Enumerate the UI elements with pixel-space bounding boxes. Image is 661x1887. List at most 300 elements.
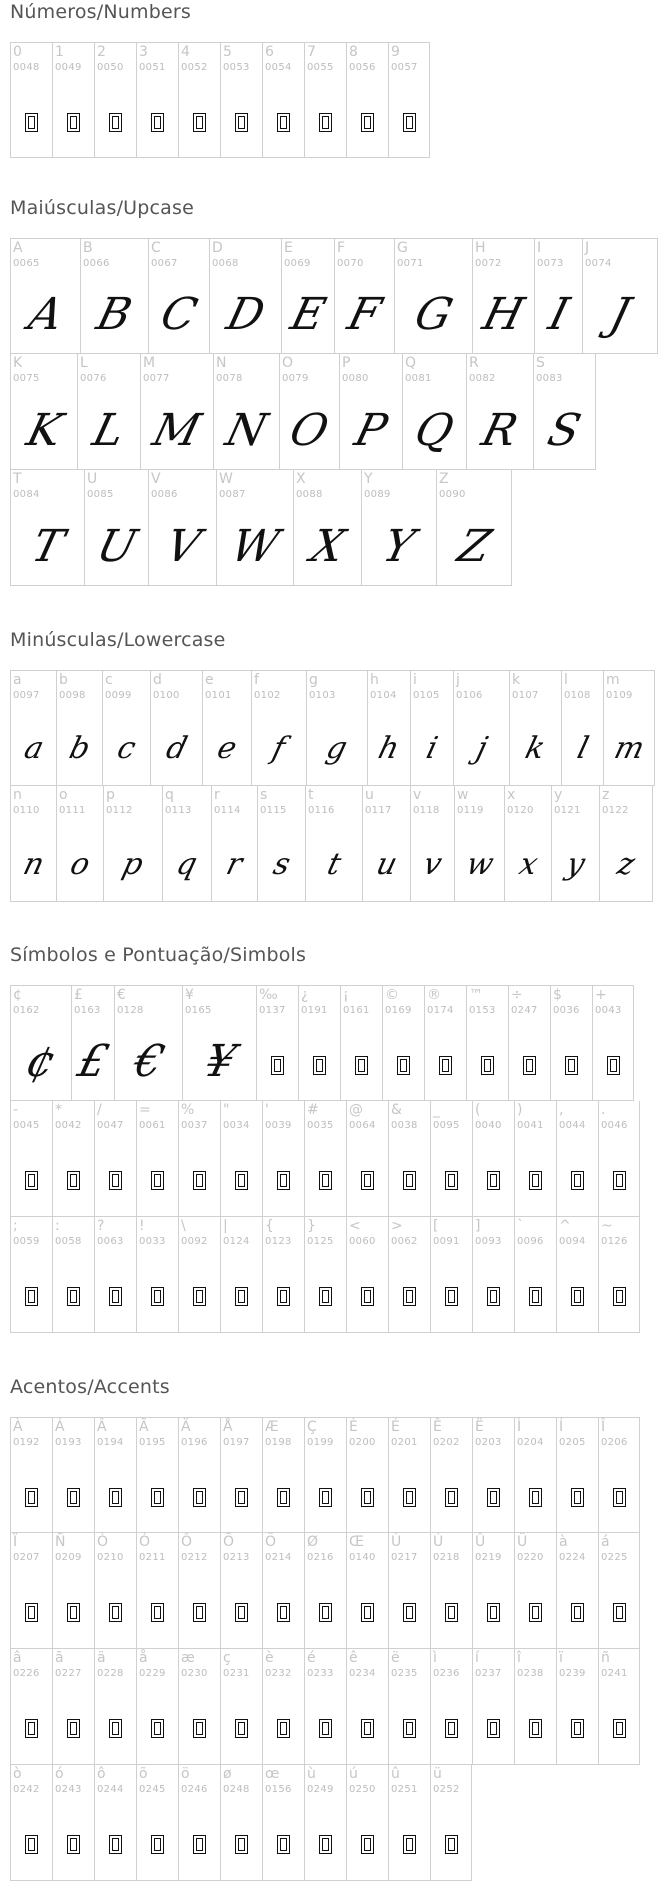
glyph-cell — [514, 1649, 556, 1765]
character-code: 0220 — [517, 1552, 544, 1563]
glyph-preview — [95, 1577, 136, 1648]
character-label: _ — [433, 1102, 440, 1118]
character-code: 0083 — [536, 373, 563, 384]
script-glyph: m — [610, 731, 648, 766]
glyph-cell — [220, 1533, 262, 1649]
character-label: è — [265, 1650, 274, 1666]
script-glyph: J — [604, 289, 636, 340]
glyph-cell — [136, 1101, 178, 1217]
glyph-preview — [258, 830, 305, 901]
character-label: * — [55, 1102, 62, 1118]
character-label: F — [337, 240, 346, 256]
glyph-cell — [304, 1765, 346, 1881]
script-glyph: Z — [452, 520, 496, 572]
script-glyph: a — [20, 731, 47, 766]
character-code: 0121 — [554, 805, 581, 816]
glyph-preview — [95, 1462, 136, 1532]
character-label: N — [216, 355, 227, 371]
character-code: 0225 — [601, 1552, 628, 1563]
glyph-preview — [137, 1809, 178, 1880]
missing-glyph-icon — [613, 1171, 626, 1190]
glyph-cell — [262, 42, 304, 158]
character-code: 0065 — [13, 258, 40, 269]
character-code: 0192 — [13, 1437, 40, 1448]
missing-glyph-icon — [235, 1719, 248, 1738]
character-code: 0231 — [223, 1668, 250, 1679]
missing-glyph-icon — [529, 1719, 542, 1738]
character-label: C — [151, 240, 161, 256]
missing-glyph-icon — [235, 1287, 248, 1306]
character-code: 0214 — [265, 1552, 292, 1563]
glyph-row — [10, 470, 658, 586]
character-code: 0174 — [427, 1005, 454, 1016]
character-code: 0218 — [433, 1552, 460, 1563]
character-label: 3 — [139, 44, 148, 60]
glyph-preview — [306, 830, 362, 901]
character-label: t — [308, 787, 314, 803]
character-code: 0206 — [601, 1437, 628, 1448]
character-label: Æ — [265, 1419, 279, 1435]
glyph-row — [10, 985, 640, 1101]
script-glyph: Y — [378, 520, 420, 572]
glyph-cell — [466, 354, 533, 470]
script-glyph: € — [128, 1036, 169, 1087]
glyph-preview — [137, 1145, 178, 1216]
script-glyph: P — [349, 404, 393, 456]
missing-glyph-icon — [571, 1603, 584, 1622]
glyph-preview — [335, 283, 394, 353]
glyph-preview — [263, 1809, 304, 1880]
glyph-cell — [94, 1101, 136, 1217]
script-glyph: o — [66, 846, 94, 882]
glyph-preview — [95, 1145, 136, 1216]
missing-glyph-icon — [25, 1287, 38, 1306]
glyph-row — [10, 1101, 640, 1217]
glyph-row — [10, 1217, 640, 1333]
character-code: 0070 — [337, 258, 364, 269]
character-label: ú — [349, 1766, 358, 1782]
character-label: f — [254, 672, 259, 688]
glyph-cell — [10, 1649, 52, 1765]
glyph-cell — [382, 985, 424, 1101]
glyph-cell — [162, 786, 211, 902]
missing-glyph-icon — [571, 1719, 584, 1738]
glyph-preview — [305, 1145, 346, 1216]
character-label: E — [284, 240, 293, 256]
glyph-cell — [136, 1533, 178, 1649]
script-glyph: T — [26, 520, 69, 572]
character-code: 0124 — [223, 1236, 250, 1247]
missing-glyph-icon — [319, 1719, 332, 1738]
glyph-preview — [431, 1577, 472, 1648]
glyph-preview — [78, 398, 140, 469]
glyph-cell — [599, 786, 653, 902]
missing-glyph-icon — [445, 1603, 458, 1622]
character-label: R — [469, 355, 479, 371]
glyph-cell — [256, 985, 298, 1101]
character-label: Î — [601, 1419, 606, 1435]
glyph-cell — [52, 1533, 94, 1649]
character-label: L — [80, 355, 88, 371]
character-label: ¿ — [301, 987, 309, 1003]
glyph-row — [10, 1649, 640, 1765]
character-code: 0242 — [13, 1784, 40, 1795]
character-label: I — [537, 240, 542, 256]
glyph-cell — [136, 1217, 178, 1333]
character-label: G — [397, 240, 408, 256]
character-code: 0064 — [349, 1120, 376, 1131]
character-code: 0100 — [153, 690, 180, 701]
script-glyph: b — [65, 731, 94, 766]
glyph-row — [10, 1417, 640, 1533]
character-label: 1 — [55, 44, 64, 60]
character-label: © — [385, 987, 399, 1003]
glyph-preview — [263, 1462, 304, 1532]
character-label: M — [143, 355, 156, 371]
character-code: 0049 — [55, 62, 82, 73]
character-code: 0038 — [391, 1120, 418, 1131]
character-label: ® — [427, 987, 441, 1003]
character-label: 9 — [391, 44, 400, 60]
glyph-preview — [141, 398, 213, 469]
character-code: 0236 — [433, 1668, 460, 1679]
glyph-cell — [430, 1217, 472, 1333]
glyph-cell — [388, 1649, 430, 1765]
glyph-cell — [514, 1101, 556, 1217]
glyph-preview — [473, 1145, 514, 1216]
glyph-preview — [137, 1577, 178, 1648]
missing-glyph-icon — [403, 113, 416, 132]
glyph-preview — [137, 1462, 178, 1532]
glyph-preview — [299, 1030, 340, 1100]
script-glyph: n — [19, 846, 48, 882]
glyph-preview — [11, 514, 84, 585]
glyph-cell — [52, 1649, 94, 1765]
glyph-cell — [10, 354, 77, 470]
missing-glyph-icon — [361, 1835, 374, 1854]
character-code: 0041 — [517, 1120, 544, 1131]
character-label: Û — [475, 1534, 486, 1550]
character-label: l — [564, 672, 568, 688]
glyph-preview — [221, 1809, 262, 1880]
glyph-cell — [262, 1217, 304, 1333]
glyph-preview — [179, 87, 220, 157]
glyph-cell — [10, 1765, 52, 1881]
glyph-preview — [11, 1693, 52, 1764]
character-label: é — [307, 1650, 316, 1666]
script-glyph: x — [515, 846, 541, 882]
character-label: = — [139, 1102, 151, 1118]
glyph-cell — [10, 1101, 52, 1217]
missing-glyph-icon — [151, 113, 164, 132]
missing-glyph-icon — [319, 1287, 332, 1306]
glyph-preview — [431, 1462, 472, 1532]
character-code: 0224 — [559, 1552, 586, 1563]
glyph-cell — [102, 670, 150, 786]
glyph-preview — [431, 1693, 472, 1764]
missing-glyph-icon — [439, 1056, 452, 1075]
character-label: É — [391, 1419, 400, 1435]
script-glyph: V — [160, 520, 205, 572]
glyph-preview — [368, 715, 410, 785]
glyph-cell — [556, 1649, 598, 1765]
character-label: ! — [139, 1218, 145, 1234]
glyph-preview — [280, 398, 339, 469]
character-label: 5 — [223, 44, 232, 60]
script-glyph: E — [285, 289, 331, 340]
character-label: Ì — [517, 1419, 522, 1435]
character-label: U — [87, 471, 98, 487]
missing-glyph-icon — [313, 1056, 326, 1075]
character-label: Ø — [307, 1534, 319, 1550]
character-label: o — [59, 787, 68, 803]
character-label: 7 — [307, 44, 316, 60]
glyph-cell — [550, 985, 592, 1101]
character-label: \ — [181, 1218, 186, 1234]
character-code: 0193 — [55, 1437, 82, 1448]
character-label: ä — [97, 1650, 106, 1666]
missing-glyph-icon — [277, 1603, 290, 1622]
section-title: Acentos/Accents — [10, 1376, 170, 1398]
glyph-preview — [593, 1030, 633, 1100]
glyph-preview — [389, 87, 429, 157]
glyph-cell — [402, 354, 466, 470]
character-label: i — [413, 672, 417, 688]
character-code: 0055 — [307, 62, 334, 73]
character-label: y — [554, 787, 563, 803]
glyph-cell — [202, 670, 251, 786]
script-glyph: h — [375, 731, 404, 766]
missing-glyph-icon — [271, 1056, 284, 1075]
glyph-row — [10, 670, 655, 786]
glyph-cell — [340, 985, 382, 1101]
character-code: 0201 — [391, 1437, 418, 1448]
script-glyph: W — [226, 520, 285, 572]
character-code: 0067 — [151, 258, 178, 269]
missing-glyph-icon — [151, 1488, 164, 1507]
glyph-preview — [557, 1577, 598, 1648]
glyph-preview — [53, 1693, 94, 1764]
character-code: 0081 — [405, 373, 432, 384]
glyph-cell — [346, 1649, 388, 1765]
glyph-cell — [298, 985, 340, 1101]
glyph-row — [10, 786, 655, 902]
character-label: H — [475, 240, 486, 256]
glyph-cell — [80, 238, 148, 354]
script-glyph: i — [422, 731, 442, 766]
character-label: V — [151, 471, 161, 487]
glyph-cell — [430, 1649, 472, 1765]
character-code: 0053 — [223, 62, 250, 73]
missing-glyph-icon — [151, 1719, 164, 1738]
character-code: 0110 — [13, 805, 40, 816]
character-code: 0163 — [74, 1005, 101, 1016]
character-label: ô — [97, 1766, 106, 1782]
character-code: 0088 — [296, 489, 323, 500]
missing-glyph-icon — [193, 1835, 206, 1854]
glyph-preview — [95, 1261, 136, 1332]
character-code: 0094 — [559, 1236, 586, 1247]
character-label: { — [265, 1218, 274, 1234]
glyph-preview — [604, 715, 654, 785]
character-label: ã — [55, 1650, 64, 1666]
glyph-cell — [556, 1101, 598, 1217]
glyph-preview — [203, 715, 251, 785]
glyph-cell — [77, 354, 140, 470]
glyph-cell — [436, 470, 512, 586]
glyph-preview — [263, 1261, 304, 1332]
glyph-cell — [388, 1765, 430, 1881]
character-code: 0077 — [143, 373, 170, 384]
glyph-cell — [52, 1417, 94, 1533]
missing-glyph-icon — [25, 113, 38, 132]
missing-glyph-icon — [529, 1287, 542, 1306]
script-glyph: ¢ — [20, 1036, 62, 1087]
character-code: 0235 — [391, 1668, 418, 1679]
glyph-preview — [389, 1145, 430, 1216]
script-glyph: w — [462, 846, 497, 882]
character-label: Ó — [139, 1534, 151, 1550]
character-label: í — [475, 1650, 479, 1666]
character-code: 0153 — [469, 1005, 496, 1016]
glyph-cell — [94, 1417, 136, 1533]
character-label: â — [13, 1650, 22, 1666]
glyph-preview — [473, 1693, 514, 1764]
glyph-preview — [347, 1809, 388, 1880]
character-label: ç — [223, 1650, 231, 1666]
glyph-cell — [304, 1649, 346, 1765]
glyph-cell — [262, 1765, 304, 1881]
missing-glyph-icon — [571, 1171, 584, 1190]
character-label: s — [260, 787, 268, 803]
character-code: 0045 — [13, 1120, 40, 1131]
character-code: 0101 — [205, 690, 232, 701]
glyph-cell — [182, 985, 256, 1101]
glyph-preview — [509, 1030, 550, 1100]
missing-glyph-icon — [445, 1835, 458, 1854]
script-glyph: X — [305, 520, 350, 572]
glyph-cell — [52, 42, 94, 158]
character-label: x — [507, 787, 516, 803]
glyph-cell — [410, 786, 454, 902]
script-glyph: M — [148, 404, 207, 456]
character-label: å — [139, 1650, 148, 1666]
missing-glyph-icon — [67, 1835, 80, 1854]
character-label: Z — [439, 471, 449, 487]
glyph-cell — [334, 238, 394, 354]
character-code: 0061 — [139, 1120, 166, 1131]
glyph-preview — [11, 1577, 52, 1648]
missing-glyph-icon — [361, 1719, 374, 1738]
glyph-cell — [394, 238, 472, 354]
character-label: B — [83, 240, 93, 256]
character-label: ' — [265, 1102, 269, 1118]
section-accents — [10, 1375, 640, 1881]
character-code: 0063 — [97, 1236, 124, 1247]
character-code: 0232 — [265, 1668, 292, 1679]
character-label: Ê — [433, 1419, 442, 1435]
character-code: 0075 — [13, 373, 40, 384]
character-code: 0191 — [301, 1005, 328, 1016]
missing-glyph-icon — [277, 1488, 290, 1507]
character-code: 0099 — [105, 690, 132, 701]
script-glyph: N — [221, 404, 273, 456]
character-code: 0057 — [391, 62, 418, 73]
glyph-preview — [583, 283, 657, 353]
character-label: ê — [349, 1650, 358, 1666]
glyph-preview — [115, 1030, 182, 1100]
character-code: 0123 — [265, 1236, 292, 1247]
section-title: Minúsculas/Lowercase — [10, 629, 226, 651]
missing-glyph-icon — [613, 1719, 626, 1738]
glyph-cell — [346, 1217, 388, 1333]
glyph-preview — [149, 283, 209, 353]
script-glyph: C — [155, 289, 203, 340]
glyph-preview — [552, 830, 599, 901]
character-label: ó — [55, 1766, 64, 1782]
character-label: J — [585, 240, 590, 256]
glyph-cell — [472, 1217, 514, 1333]
glyph-preview — [53, 1809, 94, 1880]
character-label: q — [165, 787, 174, 803]
glyph-preview — [210, 283, 281, 353]
missing-glyph-icon — [235, 1603, 248, 1622]
glyph-preview — [347, 1462, 388, 1532]
script-glyph: S — [543, 404, 587, 456]
character-code: 0237 — [475, 1668, 502, 1679]
missing-glyph-icon — [277, 113, 290, 132]
glyph-cell — [10, 670, 56, 786]
glyph-preview — [137, 87, 178, 157]
script-glyph: B — [92, 289, 138, 340]
missing-glyph-icon — [277, 1287, 290, 1306]
glyph-cell — [213, 354, 279, 470]
glyph-cell — [362, 786, 410, 902]
glyph-preview — [305, 1809, 346, 1880]
glyph-preview — [179, 1693, 220, 1764]
section-title: Números/Numbers — [10, 1, 191, 23]
script-glyph: F — [343, 289, 387, 340]
glyph-cell — [136, 1417, 178, 1533]
glyph-cell — [10, 1217, 52, 1333]
character-label: P — [342, 355, 351, 371]
character-label: + — [595, 987, 607, 1003]
missing-glyph-icon — [319, 1488, 332, 1507]
character-label: e — [205, 672, 214, 688]
character-code: 0085 — [87, 489, 114, 500]
glyph-cell — [304, 42, 346, 158]
glyph-cell — [262, 1417, 304, 1533]
glyph-preview — [383, 1030, 424, 1100]
character-code: 0248 — [223, 1784, 250, 1795]
section-title: Maiúsculas/Upcase — [10, 197, 195, 219]
glyph-cell — [534, 238, 582, 354]
glyph-cell — [598, 1533, 640, 1649]
glyph-preview — [473, 1577, 514, 1648]
character-code: 0252 — [433, 1784, 460, 1795]
glyph-row — [10, 1533, 640, 1649]
glyph-preview — [179, 1462, 220, 1532]
character-label: Â — [97, 1419, 107, 1435]
glyph-cell — [424, 985, 466, 1101]
character-label: . — [601, 1102, 606, 1118]
glyph-preview — [395, 283, 472, 353]
glyph-cell — [209, 238, 281, 354]
character-code: 0086 — [151, 489, 178, 500]
glyph-row — [10, 1765, 640, 1881]
glyph-preview — [599, 1145, 639, 1216]
glyph-preview — [362, 514, 436, 585]
